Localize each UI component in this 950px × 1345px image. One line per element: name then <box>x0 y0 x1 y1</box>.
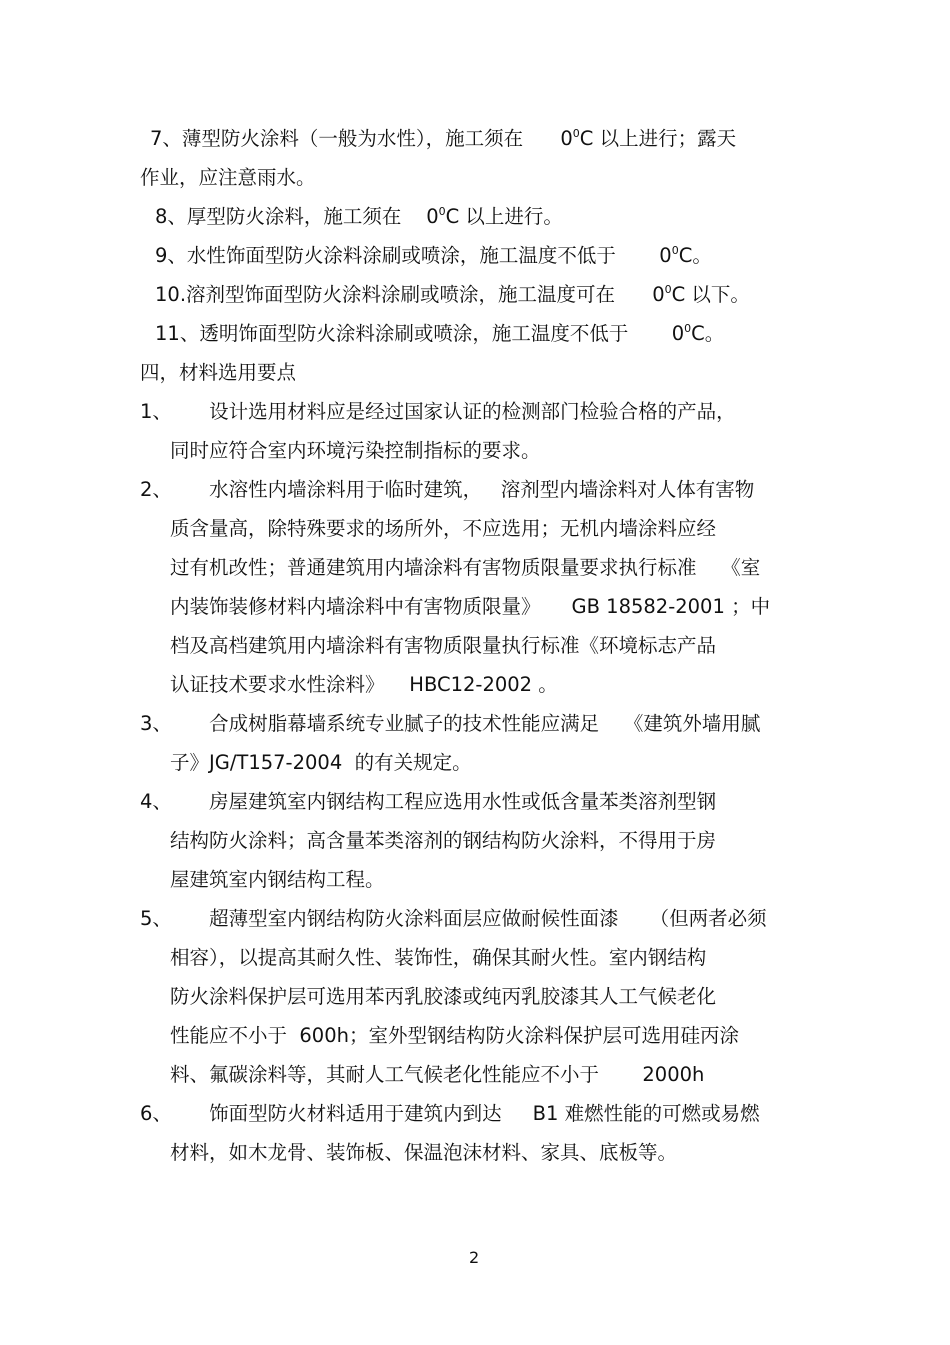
text-line: 1、 设计选用材料应是经过国家认证的检测部门检验合格的产品， <box>140 400 736 423</box>
text-line: 7、薄型防火涂料（一般为水性），施工须在 $0^0C$ 以上进行；露天 <box>150 127 737 150</box>
text-line: 11、透明饰面型防火涂料涂刷或喷涂，施工温度不低于 $0^0C$。 <box>155 322 725 345</box>
text-line: 10.溶剂型饰面型防火涂料涂刷或喷涂，施工温度可在 $0^0C$ 以下。 <box>155 283 750 306</box>
text-line: 9、水性饰面型防火涂料涂刷或喷涂，施工温度不低于 $0^0C$。 <box>155 244 712 267</box>
text-line: 2、 水溶性内墙涂料用于临时建筑， 溶剂型内墙涂料对人体有害物 <box>140 478 755 501</box>
text-line: 同时应符合室内环境污染控制指标的要求。 <box>170 439 541 462</box>
text-line: 3、 合成树脂幕墙系统专业腻子的技术性能应满足 《建筑外墙用腻 <box>140 712 761 735</box>
section-heading: 四，材料选用要点 <box>140 361 297 384</box>
text-line: 性能应不小于 600h；室外型钢结构防火涂料保护层可选用硅丙涂 <box>170 1024 739 1047</box>
page-number: 2 <box>469 1248 480 1267</box>
text-line: 4、 房屋建筑室内钢结构工程应选用水性或低含量苯类溶剂型钢 <box>140 790 717 813</box>
text-line: 过有机改性；普通建筑用内墙涂料有害物质限量要求执行标准 《室 <box>170 556 761 579</box>
text-line: 内装饰装修材料内墙涂料中有害物质限量》 GB 18582-2001 ；中 <box>170 595 771 618</box>
text-line: 材料，如木龙骨、装饰板、保温泡沫材料、家具、底板等。 <box>170 1141 678 1164</box>
text-line: 作业，应注意雨水。 <box>140 166 316 189</box>
text-line: 8、厚型防火涂料，施工须在 $0^0C$ 以上进行。 <box>155 205 563 228</box>
text-line: 认证技术要求水性涂料》 HBC12-2002 。 <box>170 673 558 696</box>
text-line: 屋建筑室内钢结构工程。 <box>170 868 385 891</box>
text-line: 子》JG/T157-2004 的有关规定。 <box>170 751 472 774</box>
text-line: 结构防火涂料；高含量苯类溶剂的钢结构防火涂料，不得用于房 <box>170 829 717 852</box>
text-line: 料、氟碳涂料等，其耐人工气候老化性能应不小于 2000h <box>170 1063 705 1086</box>
text-line: 质含量高，除特殊要求的场所外，不应选用；无机内墙涂料应经 <box>170 517 717 540</box>
text-line: 防火涂料保护层可选用苯丙乳胶漆或纯丙乳胶漆其人工气候老化 <box>170 985 717 1008</box>
text-line: 5、 超薄型室内钢结构防火涂料面层应做耐候性面漆 （但两者必须 <box>140 907 767 930</box>
text-line: 相容），以提高其耐久性、装饰性，确保其耐火性。室内钢结构 <box>170 946 707 969</box>
text-line: 档及高档建筑用内墙涂料有害物质限量执行标准《环境标志产品 <box>170 634 717 657</box>
text-line: 6、 饰面型防火材料适用于建筑内到达 B1 难燃性能的可燃或易燃 <box>140 1102 760 1125</box>
